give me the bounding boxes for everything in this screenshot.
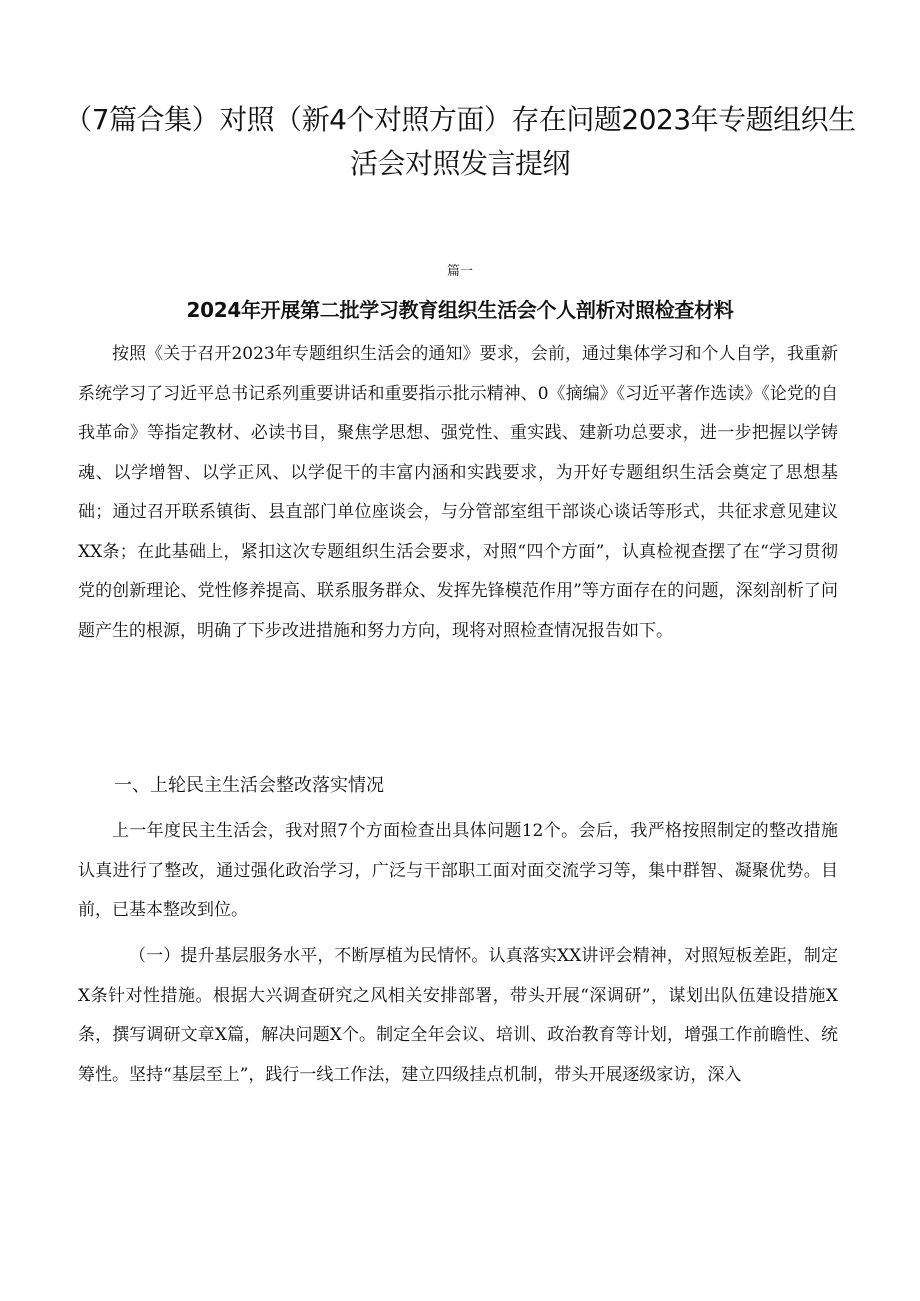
subsection-one-paragraph: （一）提升基层服务水平，不断厚植为民情怀。认真落实XX讲评会精神，对照短板差距，制定X条针对性措施。根据大兴调查研究之风相关安排部署，带头开展“深调研”，谋划出队伍建设措施X条，撰写调研文章X篇，解决问题X个。制定全年会议、培训、政治教育等计划，增强工作前瞻性、统筹性。坚持“基层至上”，践行一线工作法，建立四级挂点机制，带头开展逐级家访，深入: [78, 946, 838, 1085]
article-heading: 2024年开展第二批学习教育组织生活会个人剖析对照检查材料: [186, 298, 734, 322]
section-one-paragraph: 上一年度民主生活会，我对照7个方面检查出具体问题12个。会后，我严格按照制定的整改措施认真进行了整改，通过强化政治学习，广泛与干部职工面对面交流学习等，集中群智、凝聚优势。目前，已基本整改到位。: [78, 821, 838, 920]
section-label: 篇一: [446, 264, 473, 279]
intro-paragraph: 按照《关于召开2023年专题组织生活会的通知》要求，会前，通过集体学习和个人自学，我重新系统学习了习近平总书记系列重要讲话和重要指示批示精神、0《摘编》《习近平著作选读》《论党的自我革命》等指定教材、必读书目，聚焦学思想、强党性、重实践、建新功总要求，进一步把握以学铸魂、以学增智、以学正风、以学促干的丰富内涵和实践要求，为开好专题组织生活会奠定了思想基础；通过召开联系镇街、县直部门单位座谈会，与分管部室组干部谈心谈话等形式，共征求意见建议XX条；在此基础上，紧扣这次专题组织生活会要求，对照“四个方面”，认真检视查摆了在“学习贯彻党的创新理论、党性修养提高、联系服务群众、发挥先锋模范作用”等方面存在的问题，深刻剖析了问题产生的根源，明确了下步改进措施和努力方向，现将对照检查情况报告如下。: [78, 344, 838, 641]
section-one-heading: 一、上轮民主生活会整改落实情况: [114, 775, 384, 796]
document-title: （7篇合集）对照（新4个对照方面）存在问题2023年专题组织生活会对照发言提纲: [64, 103, 856, 180]
